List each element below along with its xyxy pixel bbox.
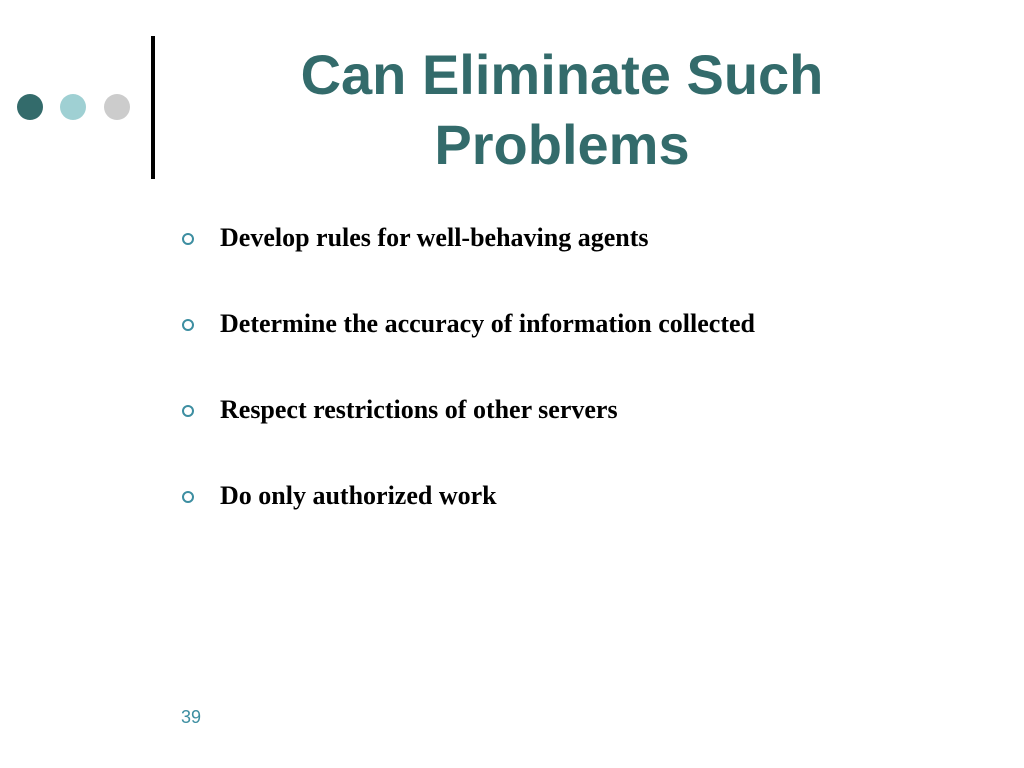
bullet-icon [182, 405, 194, 417]
decorative-dot-dark-icon [17, 94, 43, 120]
bullet-icon [182, 491, 194, 503]
decorative-dot-light-teal-icon [60, 94, 86, 120]
bullet-text: Determine the accuracy of information collected [220, 309, 755, 338]
vertical-divider [151, 36, 155, 179]
bullet-icon [182, 233, 194, 245]
bullet-text: Do only authorized work [220, 481, 497, 510]
bullet-item [182, 478, 982, 564]
bullet-icon [182, 319, 194, 331]
bullet-item [182, 392, 982, 478]
slide-title: Can Eliminate Such Problems [300, 43, 824, 176]
bullet-list [182, 220, 982, 564]
decorative-dot-gray-icon [104, 94, 130, 120]
bullet-text: Develop rules for well-behaving agents [220, 223, 649, 252]
bullet-text: Respect restrictions of other servers [220, 395, 618, 424]
bullet-item [182, 220, 982, 306]
page-number: 39 [181, 707, 202, 727]
bullet-item [182, 306, 982, 392]
